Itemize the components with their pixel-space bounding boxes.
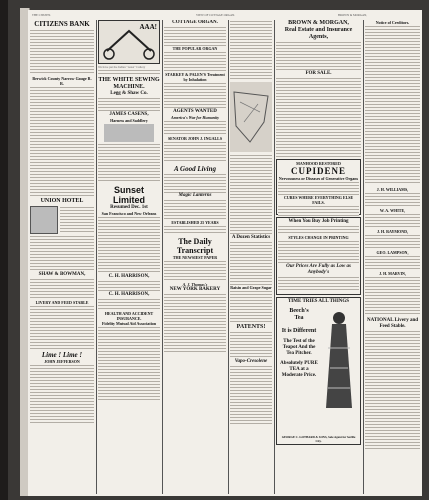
card-white: W. A. WHITE,: [379, 208, 406, 213]
col4-text-top: [230, 20, 272, 80]
beech: Beech's: [289, 308, 309, 314]
fidelity-title: Fidelity Mutual Aid Association: [101, 321, 157, 326]
sunset-title: Sunset Limited: [112, 185, 145, 205]
hotel-text: [60, 206, 94, 232]
card-text-2: [365, 213, 420, 229]
health-text: [98, 326, 160, 402]
column-rule: [162, 20, 163, 494]
cupidene: CUPIDENE: [290, 166, 346, 176]
brown-morgan: BROWN & MORGAN,: [288, 20, 349, 26]
popular-organ: THE POPULAR ORGAN: [172, 46, 218, 51]
harrison-1-text: [98, 280, 160, 292]
manhood-restored: MANHOOD RESTORED: [296, 161, 341, 166]
dozen-statistics: A Dozen Statistics: [231, 235, 271, 240]
job-text: [278, 225, 359, 235]
sewing-title: THE WHITE SEWING MACHINE.: [98, 77, 160, 90]
jefferson-name: JOHN JEFFERSON: [44, 359, 80, 364]
harrison-2: C. H. HARRISON,: [108, 292, 150, 297]
transcript-text: [164, 260, 226, 282]
tea: Tea: [294, 315, 304, 321]
creditors-notice: Notice of Creditors.: [375, 20, 410, 25]
header-right: BROWN & MORGAN,: [338, 13, 368, 17]
column-rule: [96, 20, 97, 494]
real-estate-text: [276, 41, 361, 71]
good-living: A Good Living: [173, 165, 216, 173]
livery-text: [30, 305, 94, 349]
time-tries: TIME TRIES ALL THINGS: [287, 299, 350, 304]
patents-text: [230, 331, 272, 357]
for-sale: FOR SALE.: [305, 71, 332, 76]
established: ESTABLISHED 25 YEARS: [171, 220, 219, 225]
resumed: Resumed Dec. 1st: [110, 205, 148, 210]
lantern-text: [164, 199, 226, 219]
sanfran: San Francisco and New Orleans: [101, 211, 157, 216]
aaa-text: [98, 69, 160, 75]
aaa-ad-box: [98, 20, 160, 64]
column-6: [365, 20, 420, 494]
cupidene-ad: [276, 159, 361, 215]
column-rule: [274, 20, 275, 494]
map-figure: [230, 82, 272, 152]
thomas: A. J. Thomas's: [182, 282, 208, 287]
established-text: [164, 225, 226, 235]
raisin-text: [230, 290, 272, 322]
shaw-title: SHAW & BOWMAN,: [38, 272, 86, 277]
card-raymond: J. H. RAYMOND,: [376, 229, 409, 234]
styles-change: STYLES CHANGE IN PRINTING: [288, 235, 349, 240]
newsiest-paper: THE NEWSIEST PAPER: [172, 255, 218, 260]
agents-text: [164, 120, 226, 136]
lime-text: [30, 364, 94, 424]
good-living-text: [164, 173, 226, 193]
column-3: [164, 20, 226, 494]
hotel-body: [30, 235, 94, 271]
organ-text: [164, 51, 226, 71]
health-title: HEALTH AND ACCIDENT INSURANCE.: [104, 311, 154, 321]
livery-text: [365, 330, 420, 450]
americas-war: America's War for Humanity: [171, 115, 219, 120]
card-lampson: GEO. LAMPSON,: [376, 250, 409, 255]
vapo-cresolene: Vapo-Cresolene: [234, 359, 268, 364]
railroad-title: Berwick County Narrow Gauge R. R.: [32, 76, 92, 86]
styles-text: [278, 240, 359, 264]
for-sale-text: [276, 77, 361, 157]
senator-ingalls: SENATOR JOHN J. INGALLS: [167, 136, 223, 141]
header-left: THE CITIZEN.: [32, 13, 51, 17]
card-marvin: J. H. MARVIN,: [379, 271, 406, 276]
gothard-agent: GEORGE C. GOTHARD & SONS, Sole Agent for Seville City.: [281, 435, 356, 443]
legg-shaw: Legg & Shaw Co.: [110, 91, 148, 96]
prices-text: [278, 276, 359, 292]
cures: CURES WHERE EVERYTHING ELSE FAILS.: [283, 195, 354, 205]
harrison-2-text: [98, 298, 160, 310]
aaa-subtitle: We have put the Indian "AAA" Cutlery: [98, 65, 146, 69]
york-bakery: NEW YORK BAKERY: [169, 287, 221, 292]
legal-notices: [365, 25, 420, 185]
bank-title: CITIZENS BANK: [34, 20, 90, 28]
daily-transcript: The Daily Transcript: [176, 237, 214, 255]
harness-engraving: [104, 124, 154, 142]
hotel-title: UNION HOTEL: [40, 198, 84, 204]
card-text-1: [365, 192, 420, 208]
nervousness: Nervousness or Diseases of Generative Organs: [278, 176, 359, 181]
absolutely-pure: Absolutely PURE TEA at a Moderate Price.: [280, 361, 318, 378]
card-text-5: [365, 276, 420, 316]
cupidene-text-2: [278, 205, 359, 217]
real-estate: Real Estate and Insurance Agents,: [284, 27, 353, 40]
national-livery: NATIONAL Livery and Feed Stable.: [366, 318, 419, 329]
our-prices: Our Prices Are Fully as Low as Anybody's: [286, 264, 351, 275]
statistics-text: [230, 241, 272, 285]
card-text-4: [365, 255, 420, 271]
col4-text-mid: [230, 154, 272, 234]
newspaper-page: [28, 10, 422, 496]
card-williams: J. H. WILLIAMS,: [376, 187, 409, 192]
job-printing-ad: [276, 217, 361, 295]
column-1: [30, 20, 94, 494]
bakery-text: [164, 293, 226, 353]
senator-text: [164, 141, 226, 163]
patents: PATENTS!: [236, 324, 266, 330]
hotel-engraving: [30, 206, 58, 234]
harness-title: Harness and Saddlery: [110, 118, 148, 123]
it-is-different: It is Different: [281, 328, 317, 334]
card-text-3: [365, 234, 420, 250]
column-rule: [228, 20, 229, 494]
page-header: [28, 12, 422, 18]
harness-text: [98, 143, 160, 183]
tea-ad: [276, 297, 361, 445]
binding-gutter: [0, 0, 8, 500]
vapo-text: [230, 365, 272, 425]
column-2: [98, 20, 160, 494]
test-teapot: The Test of the Teapot And the Tea Pitcher.: [282, 339, 316, 356]
column-4: [230, 20, 272, 494]
sunset-text: [98, 216, 160, 272]
column-rule: [363, 20, 364, 494]
aaa-title: AAA!: [139, 23, 157, 31]
sewing-text: [98, 97, 160, 111]
header-center: VIEW OF COTTAGE ORGAN.: [196, 13, 236, 17]
cottage-title: COTTAGE ORGAN.: [172, 20, 218, 25]
starkey-text: [164, 82, 226, 108]
shaw-text: [30, 278, 94, 300]
cottage-text: [164, 26, 226, 46]
column-5: [276, 20, 361, 494]
cupidene-text: [278, 181, 359, 195]
raisin-sugar: Raisin and Grape Sugar: [230, 285, 272, 290]
agents-wanted: AGENTS WANTED: [173, 109, 217, 114]
job-printing: When You Buy Job Printing: [288, 219, 349, 224]
magic-lanterns: Magic Lanterns: [178, 193, 212, 198]
bank-text: [30, 29, 94, 75]
timetable: [30, 86, 94, 196]
harrison-1: C. H. HARRISON,: [108, 274, 150, 279]
starkey-title: STARKEY & PALEN'S Treatment by Inhalation: [165, 72, 225, 82]
livery-title: LIVERY AND FEED STABLE: [35, 300, 89, 305]
lime-title: Lime ! Lime !: [41, 351, 83, 359]
map-icon: [230, 82, 272, 152]
figure-icon: [322, 308, 356, 418]
james-casens: JAMES CASENS,: [109, 112, 149, 117]
